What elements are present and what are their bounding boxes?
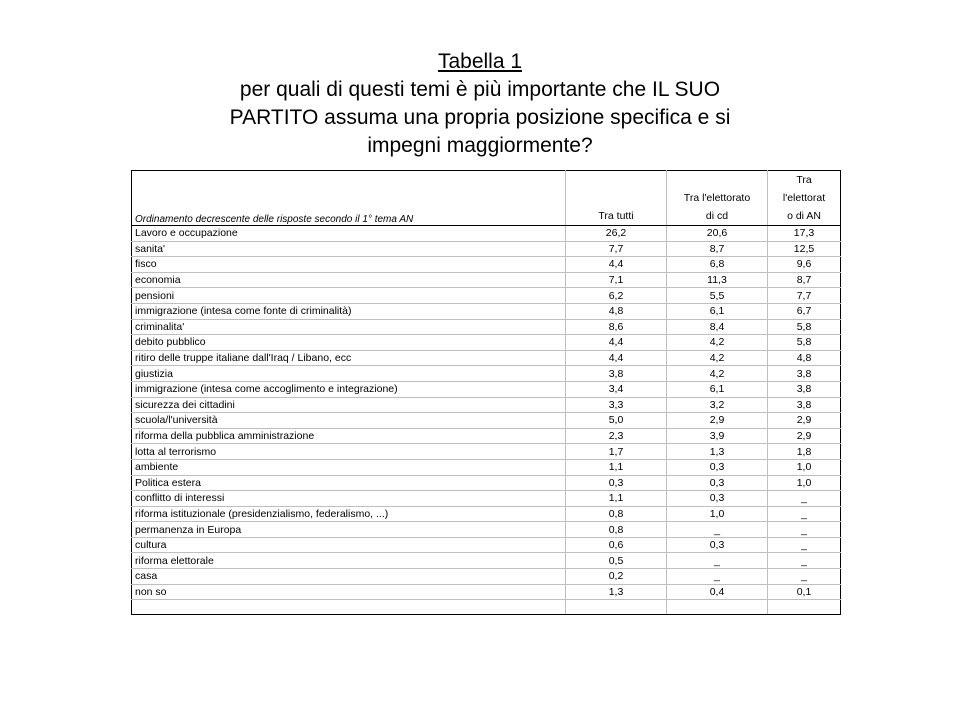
value-tra-tutti: 4,4 [566,350,667,366]
table-row [132,335,841,351]
row-label: sicurezza dei cittadini [132,397,566,413]
value-elettorato-an: 1,0 [768,459,841,475]
table-row [132,569,841,585]
header-col-elettorato-an [768,171,841,226]
table-row [132,413,841,429]
value-elettorato-cd: 5,5 [667,288,768,304]
value-elettorato-an: 5,8 [768,319,841,335]
value-elettorato-cd: _ [667,522,768,538]
empty-cell [566,600,667,615]
header-col-elettorato-cd [667,171,768,226]
value-elettorato-an: 8,7 [768,272,841,288]
row-label: riforma istituzionale (presidenzialismo, federalismo, ...) [132,506,566,522]
value-elettorato-cd: 6,8 [667,257,768,273]
value-elettorato-an: 12,5 [768,241,841,257]
value-elettorato-cd: 0,4 [667,584,768,600]
title-line-1: per quali di questi temi è più importante che IL SUO [239,78,721,101]
value-tra-tutti: 4,8 [566,303,667,319]
value-elettorato-cd: 4,2 [667,366,768,382]
value-elettorato-cd: 11,3 [667,272,768,288]
table-row [132,241,841,257]
value-tra-tutti: 0,5 [566,553,667,569]
row-label: lotta al terrorismo [132,444,566,460]
value-elettorato-cd: 6,1 [667,303,768,319]
value-elettorato-cd: _ [667,553,768,569]
empty-row [132,600,841,615]
value-elettorato-an: _ [768,569,841,585]
empty-cell [667,600,768,615]
value-tra-tutti: 3,4 [566,381,667,397]
value-tra-tutti: 4,4 [566,257,667,273]
value-elettorato-an: 3,8 [768,397,841,413]
value-tra-tutti: 3,8 [566,366,667,382]
value-elettorato-an: _ [768,506,841,522]
header-col-elettorato-an-line-3: o di AN [787,210,821,222]
value-elettorato-an: 3,8 [768,381,841,397]
value-elettorato-cd: 1,0 [667,506,768,522]
value-elettorato-an: 1,8 [768,444,841,460]
table-row [132,257,841,273]
value-elettorato-an: _ [768,491,841,507]
value-elettorato-cd: 2,9 [667,413,768,429]
value-elettorato-an: _ [768,537,841,553]
value-elettorato-cd: 8,4 [667,319,768,335]
value-elettorato-cd: 3,2 [667,397,768,413]
value-elettorato-cd: 0,3 [667,475,768,491]
value-elettorato-cd: 0,3 [667,537,768,553]
table-row [132,226,841,242]
table-row [132,553,841,569]
table-row [132,506,841,522]
value-elettorato-cd: 4,2 [667,350,768,366]
row-label: giustizia [132,366,566,382]
title-block [0,48,960,160]
value-tra-tutti: 5,0 [566,413,667,429]
value-elettorato-cd: 0,3 [667,491,768,507]
table-row [132,444,841,460]
table-row [132,537,841,553]
value-tra-tutti: 8,6 [566,319,667,335]
value-elettorato-an: 3,8 [768,366,841,382]
table-row [132,475,841,491]
row-label: ritiro delle truppe italiane dall'Iraq / Libano, ecc [132,350,566,366]
table-row [132,288,841,304]
header-col-elettorato-cd-line-2: di cd [705,210,729,222]
value-tra-tutti: 6,2 [566,288,667,304]
value-tra-tutti: 1,7 [566,444,667,460]
value-tra-tutti: 4,4 [566,335,667,351]
title-line-2: PARTITO assuma una propria posizione specifica e si [229,106,731,129]
table-row [132,584,841,600]
row-label: criminalita' [132,319,566,335]
value-elettorato-an: 1,0 [768,475,841,491]
row-label: immigrazione (intesa come fonte di criminalità) [132,303,566,319]
value-elettorato-an: 0,1 [768,584,841,600]
value-tra-tutti: 7,7 [566,241,667,257]
value-elettorato-cd: 4,2 [667,335,768,351]
value-tra-tutti: 1,1 [566,491,667,507]
data-table [131,170,841,615]
value-elettorato-cd: 20,6 [667,226,768,242]
value-tra-tutti: 0,3 [566,475,667,491]
header-col-tra-tutti [566,171,667,226]
value-tra-tutti: 0,8 [566,506,667,522]
value-elettorato-cd: 0,3 [667,459,768,475]
value-elettorato-cd: 3,9 [667,428,768,444]
value-tra-tutti: 1,3 [566,584,667,600]
table-row [132,522,841,538]
table-row [132,319,841,335]
value-elettorato-an: 2,9 [768,428,841,444]
row-label: riforma elettorale [132,553,566,569]
table-row [132,272,841,288]
value-tra-tutti: 0,6 [566,537,667,553]
table-header-row [132,171,841,226]
value-elettorato-an: 2,9 [768,413,841,429]
header-col-elettorato-an-line-1: Tra [796,174,812,186]
table-row [132,459,841,475]
value-elettorato-an: _ [768,553,841,569]
value-tra-tutti: 0,8 [566,522,667,538]
row-label: debito pubblico [132,335,566,351]
value-elettorato-an: 6,7 [768,303,841,319]
value-tra-tutti: 2,3 [566,428,667,444]
value-elettorato-an: 7,7 [768,288,841,304]
header-col-elettorato-cd-line-1: Tra l'elettorato [683,192,751,204]
table-row [132,428,841,444]
table-row [132,350,841,366]
value-elettorato-an: 9,6 [768,257,841,273]
header-col-tra-tutti-line-1: Tra tutti [598,210,634,222]
row-label: Lavoro e occupazione [132,226,566,242]
row-label: casa [132,569,566,585]
table-row [132,397,841,413]
table-row [132,491,841,507]
row-label: immigrazione (intesa come accoglimento e integrazione) [132,381,566,397]
row-label: economia [132,272,566,288]
value-tra-tutti: 1,1 [566,459,667,475]
value-elettorato-an: 17,3 [768,226,841,242]
row-label: scuola/l'università [132,413,566,429]
value-tra-tutti: 0,2 [566,569,667,585]
row-label: pensioni [132,288,566,304]
row-label: cultura [132,537,566,553]
row-label: sanita' [132,241,566,257]
value-tra-tutti: 3,3 [566,397,667,413]
header-label: Ordinamento decrescente delle risposte secondo il 1° tema AN [132,171,566,226]
value-tra-tutti: 26,2 [566,226,667,242]
value-elettorato-cd: 8,7 [667,241,768,257]
title-line-3: impegni maggiormente? [367,134,593,157]
table-row [132,303,841,319]
empty-cell [132,600,566,615]
row-label: ambiente [132,459,566,475]
table-body [132,226,841,615]
row-label: non so [132,584,566,600]
value-elettorato-cd: 6,1 [667,381,768,397]
table-heading: Tabella 1 [437,50,523,73]
empty-cell [768,600,841,615]
value-elettorato-cd: 1,3 [667,444,768,460]
row-label: conflitto di interessi [132,491,566,507]
value-elettorato-an: 4,8 [768,350,841,366]
value-elettorato-cd: _ [667,569,768,585]
table-row [132,366,841,382]
value-elettorato-an: _ [768,522,841,538]
header-col-elettorato-an-line-2: l'elettorat [782,192,826,204]
value-tra-tutti: 7,1 [566,272,667,288]
row-label: permanenza in Europa [132,522,566,538]
row-label: fisco [132,257,566,273]
value-elettorato-an: 5,8 [768,335,841,351]
row-label: riforma della pubblica amministrazione [132,428,566,444]
row-label: Politica estera [132,475,566,491]
table-row [132,381,841,397]
